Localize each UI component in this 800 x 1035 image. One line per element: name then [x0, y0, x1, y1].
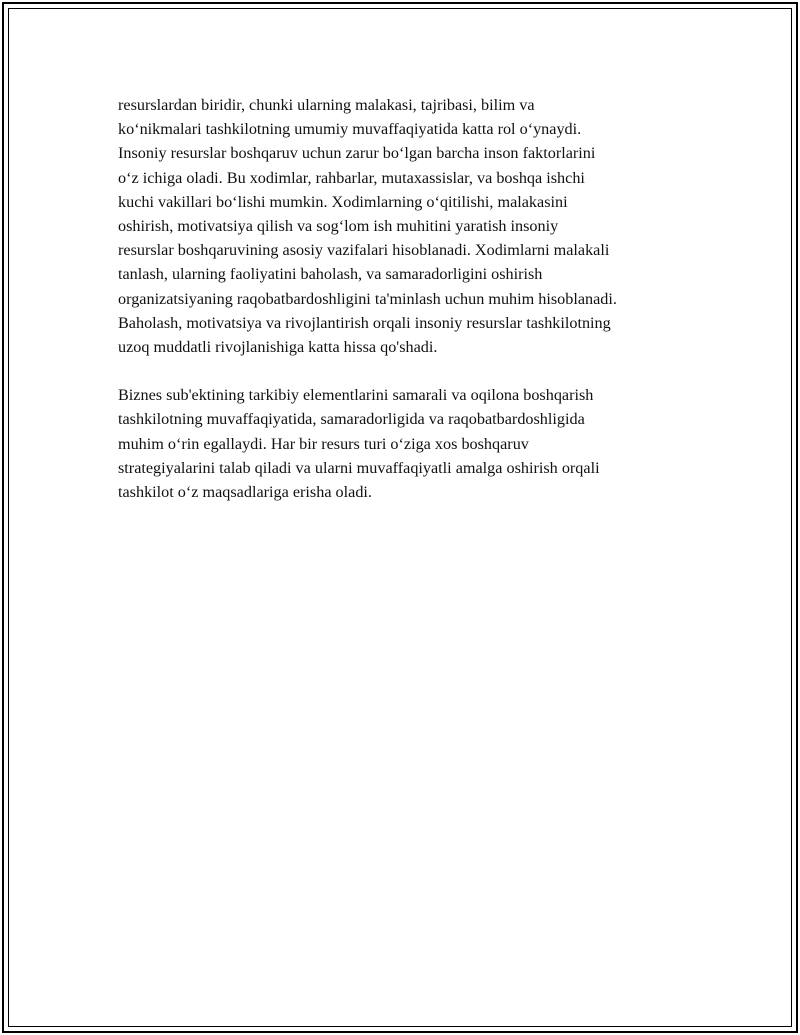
text-line: Insoniy resurslar boshqaruv uchun zarur bo‘lgan barcha inson faktorlarini — [118, 144, 596, 163]
paragraph-1 — [118, 93, 690, 359]
text-line: ko‘nikmalari tashkilotning umumiy muvaffaqiyatida katta rol o‘ynaydi. — [118, 120, 582, 139]
text-line: strategiyalarini talab qiladi va ularni muvaffaqiyatli amalga oshirish orqali — [118, 458, 600, 477]
text-line: uzoq muddatli rivojlanishiga katta hissa qo'shadi. — [118, 338, 438, 357]
text-line: resurslardan biridir, chunki ularning malakasi, tajribasi, bilim va — [118, 96, 535, 114]
text-line: resurslar boshqaruvining asosiy vazifalari hisoblanadi. Xodimlarni malakali — [118, 241, 610, 260]
document-body — [118, 93, 690, 528]
text-line: o‘z ichiga oladi. Bu xodimlar, rahbarlar, mutaxassislar, va boshqa ishchi — [118, 168, 585, 187]
text-line: muhim o‘rin egallaydi. Har bir resurs turi o‘ziga xos boshqaruv — [118, 434, 529, 453]
text-line: Biznes sub'ektining tarkibiy elementlarini samarali va oqilona boshqarish — [118, 386, 594, 405]
text-line: organizatsiyaning raqobatbardoshligini ta'minlash uchun muhim hisoblanadi. — [118, 289, 617, 308]
paragraph-2 — [118, 383, 690, 504]
text-line: oshirish, motivatsiya qilish va sog‘lom ish muhitini yaratish insoniy — [118, 217, 559, 236]
text-line: tanlash, ularning faoliyatini baholash, va samaradorligini oshirish — [118, 265, 543, 284]
text-line: Baholash, motivatsiya va rivojlantirish orqali insoniy resurslar tashkilotning — [118, 313, 611, 332]
text-line: tashkilot o‘z maqsadlariga erisha oladi. — [118, 483, 372, 502]
text-line: kuchi vakillari bo‘lishi mumkin. Xodimlarning o‘qitilishi, malakasini — [118, 192, 568, 211]
text-line: tashkilotning muvaffaqiyatida, samaradorligida va raqobatbardoshligida — [118, 410, 585, 429]
